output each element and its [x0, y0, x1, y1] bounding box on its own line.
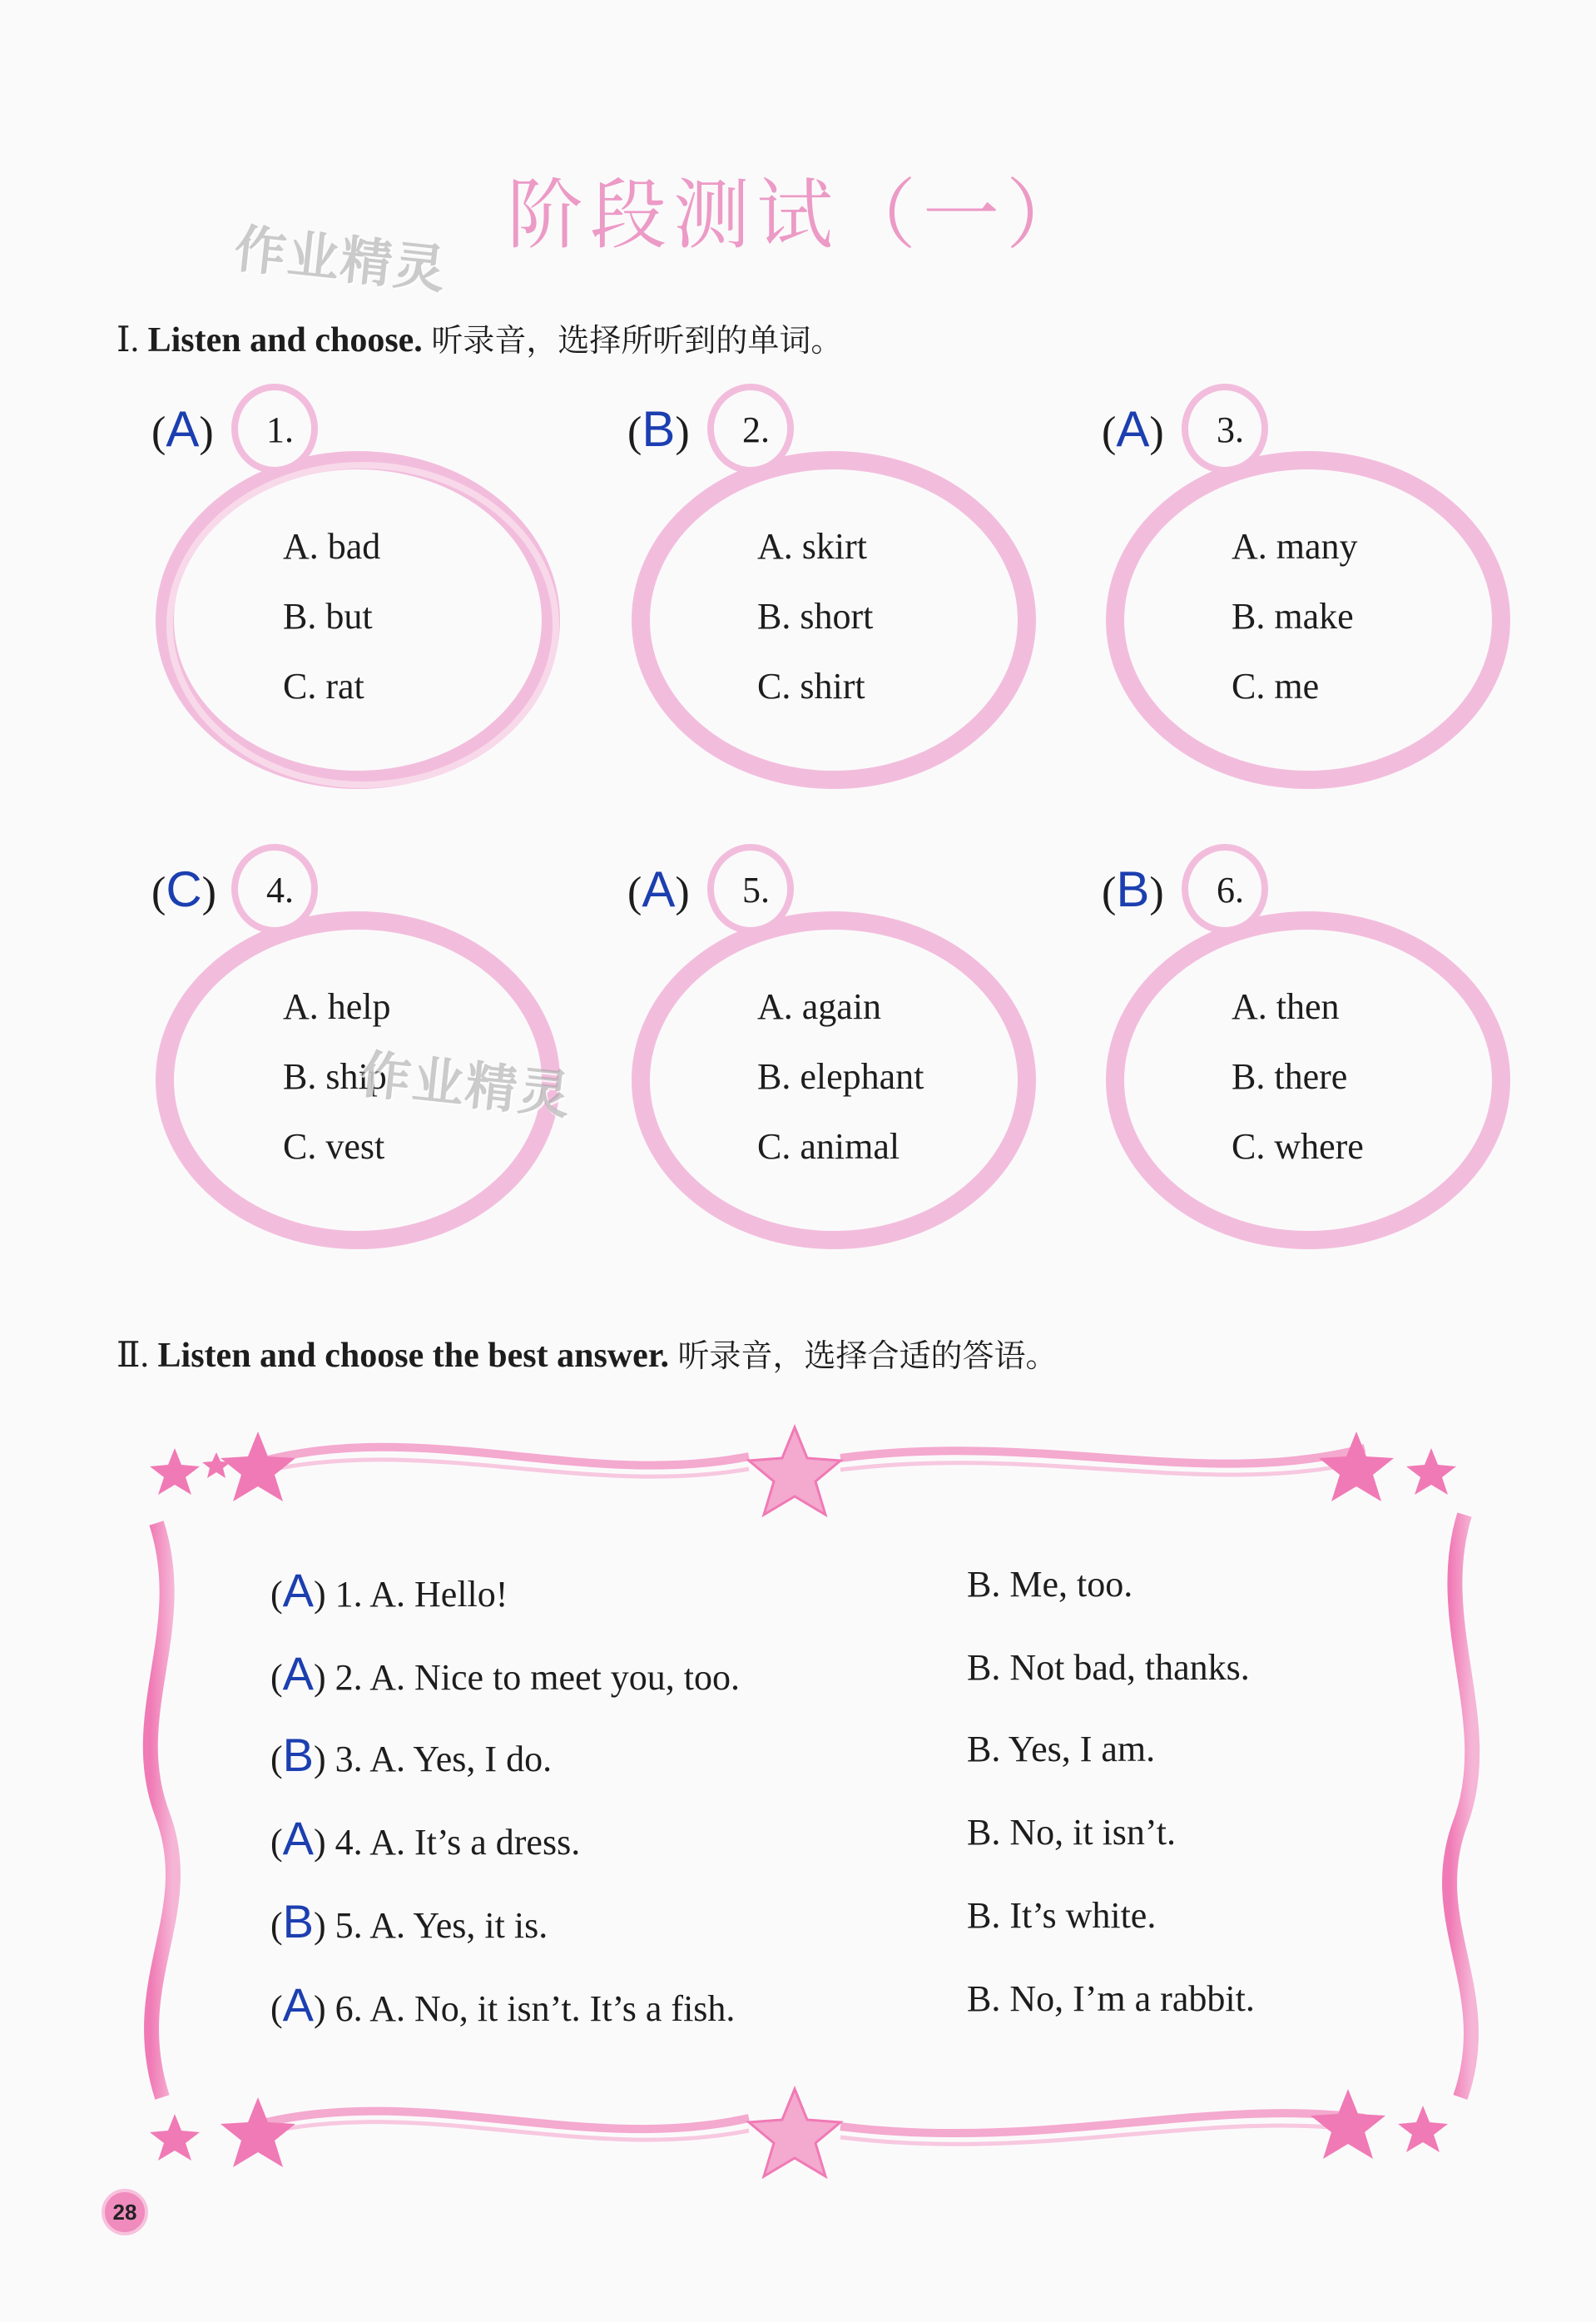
answer-row: (B) 5. A. Yes, it is.	[270, 1895, 548, 1947]
section1-heading-zh: 听录音，选择所听到的单词。	[431, 322, 843, 359]
option[interactable]: B. make	[1232, 596, 1354, 637]
option[interactable]: A. help	[283, 986, 391, 1027]
option[interactable]: A. many	[1232, 526, 1358, 567]
answer-row: (A) 2. A. Nice to meet you, too.	[270, 1647, 741, 1699]
option-a[interactable]: 4. A. It’s a dress.	[335, 1822, 581, 1863]
option[interactable]: C. vest	[283, 1126, 385, 1167]
section2-heading-zh: 听录音，选择合适的答语。	[677, 1337, 1058, 1374]
answer-letter: B	[282, 1895, 315, 1947]
option[interactable]: C. rat	[283, 666, 364, 707]
option[interactable]: C. me	[1232, 666, 1320, 707]
option-a[interactable]: 2. A. Nice to meet you, too.	[335, 1657, 741, 1698]
option-b[interactable]: B. No, I’m a rabbit.	[967, 1978, 1255, 2019]
option-b[interactable]: B. It’s white.	[967, 1895, 1157, 1936]
option[interactable]: B. elephant	[757, 1056, 924, 1097]
watermark: 作业精灵	[231, 217, 450, 301]
option-b[interactable]: B. Not bad, thanks.	[967, 1647, 1250, 1688]
option-a[interactable]: 6. A. No, it isn’t. It’s a fish.	[335, 1988, 736, 2029]
answer-row: (B) 3. A. Yes, I do.	[270, 1729, 553, 1781]
question-number: 6.	[1217, 870, 1244, 910]
option[interactable]: B. ship	[283, 1056, 387, 1097]
answer-letter: A	[1116, 401, 1150, 457]
question-number: 3.	[1217, 409, 1244, 450]
answer-letter: A	[282, 1647, 315, 1699]
question-number: 5.	[742, 870, 770, 910]
section2-numeral: Ⅱ.	[116, 1337, 150, 1375]
answer-paren: (A)	[627, 861, 690, 917]
page-title: 阶段测试（一）	[506, 171, 1089, 260]
answer-paren: (A)	[151, 401, 214, 457]
option-b[interactable]: B. No, it isn’t.	[967, 1812, 1177, 1853]
option-b[interactable]: B. Yes, I am.	[967, 1729, 1156, 1769]
option[interactable]: C. shirt	[757, 666, 865, 707]
option[interactable]: A. bad	[283, 526, 381, 567]
answer-row: (A) 1. A. Hello!	[270, 1564, 508, 1616]
question-number: 4.	[266, 870, 294, 910]
option-a[interactable]: 3. A. Yes, I do.	[335, 1739, 553, 1779]
answer-letter: B	[642, 401, 676, 457]
answer-letter: C	[166, 861, 202, 917]
section1-numeral: Ⅰ.	[116, 321, 140, 360]
answer-row: (A) 6. A. No, it isn’t. It’s a fish.	[270, 1978, 736, 2031]
question-number: 2.	[742, 409, 770, 450]
answer-paren: (A)	[1102, 401, 1164, 457]
watermark: 作业精灵	[356, 1043, 575, 1127]
page-number: 28	[102, 2189, 148, 2235]
answer-letter: B	[1116, 861, 1150, 917]
option[interactable]: C. where	[1232, 1126, 1364, 1167]
answer-letter: A	[282, 1978, 315, 2031]
answer-paren: (B)	[627, 401, 690, 457]
option[interactable]: B. short	[757, 596, 874, 637]
answer-row: (A) 4. A. It’s a dress.	[270, 1812, 581, 1864]
option-a[interactable]: 1. A. Hello!	[335, 1574, 508, 1615]
answer-letter: A	[282, 1564, 315, 1616]
answer-letter: B	[282, 1729, 315, 1781]
option[interactable]: B. but	[283, 596, 373, 637]
option[interactable]: B. there	[1232, 1056, 1348, 1097]
answer-paren: (C)	[151, 861, 216, 917]
option[interactable]: C. animal	[757, 1126, 900, 1167]
option[interactable]: A. again	[757, 986, 882, 1027]
answer-letter: A	[642, 861, 676, 917]
section1-heading-en: Listen and choose.	[147, 321, 423, 360]
answer-paren: (B)	[1102, 861, 1164, 917]
option[interactable]: A. skirt	[757, 526, 867, 567]
answer-letter: A	[282, 1812, 315, 1864]
section2-heading-en: Listen and choose the best answer.	[157, 1337, 670, 1375]
answer-letter: A	[166, 401, 200, 457]
question-number: 1.	[266, 409, 294, 450]
option-b[interactable]: B. Me, too.	[967, 1564, 1133, 1605]
option[interactable]: A. then	[1232, 986, 1340, 1027]
option-a[interactable]: 5. A. Yes, it is.	[335, 1905, 548, 1946]
